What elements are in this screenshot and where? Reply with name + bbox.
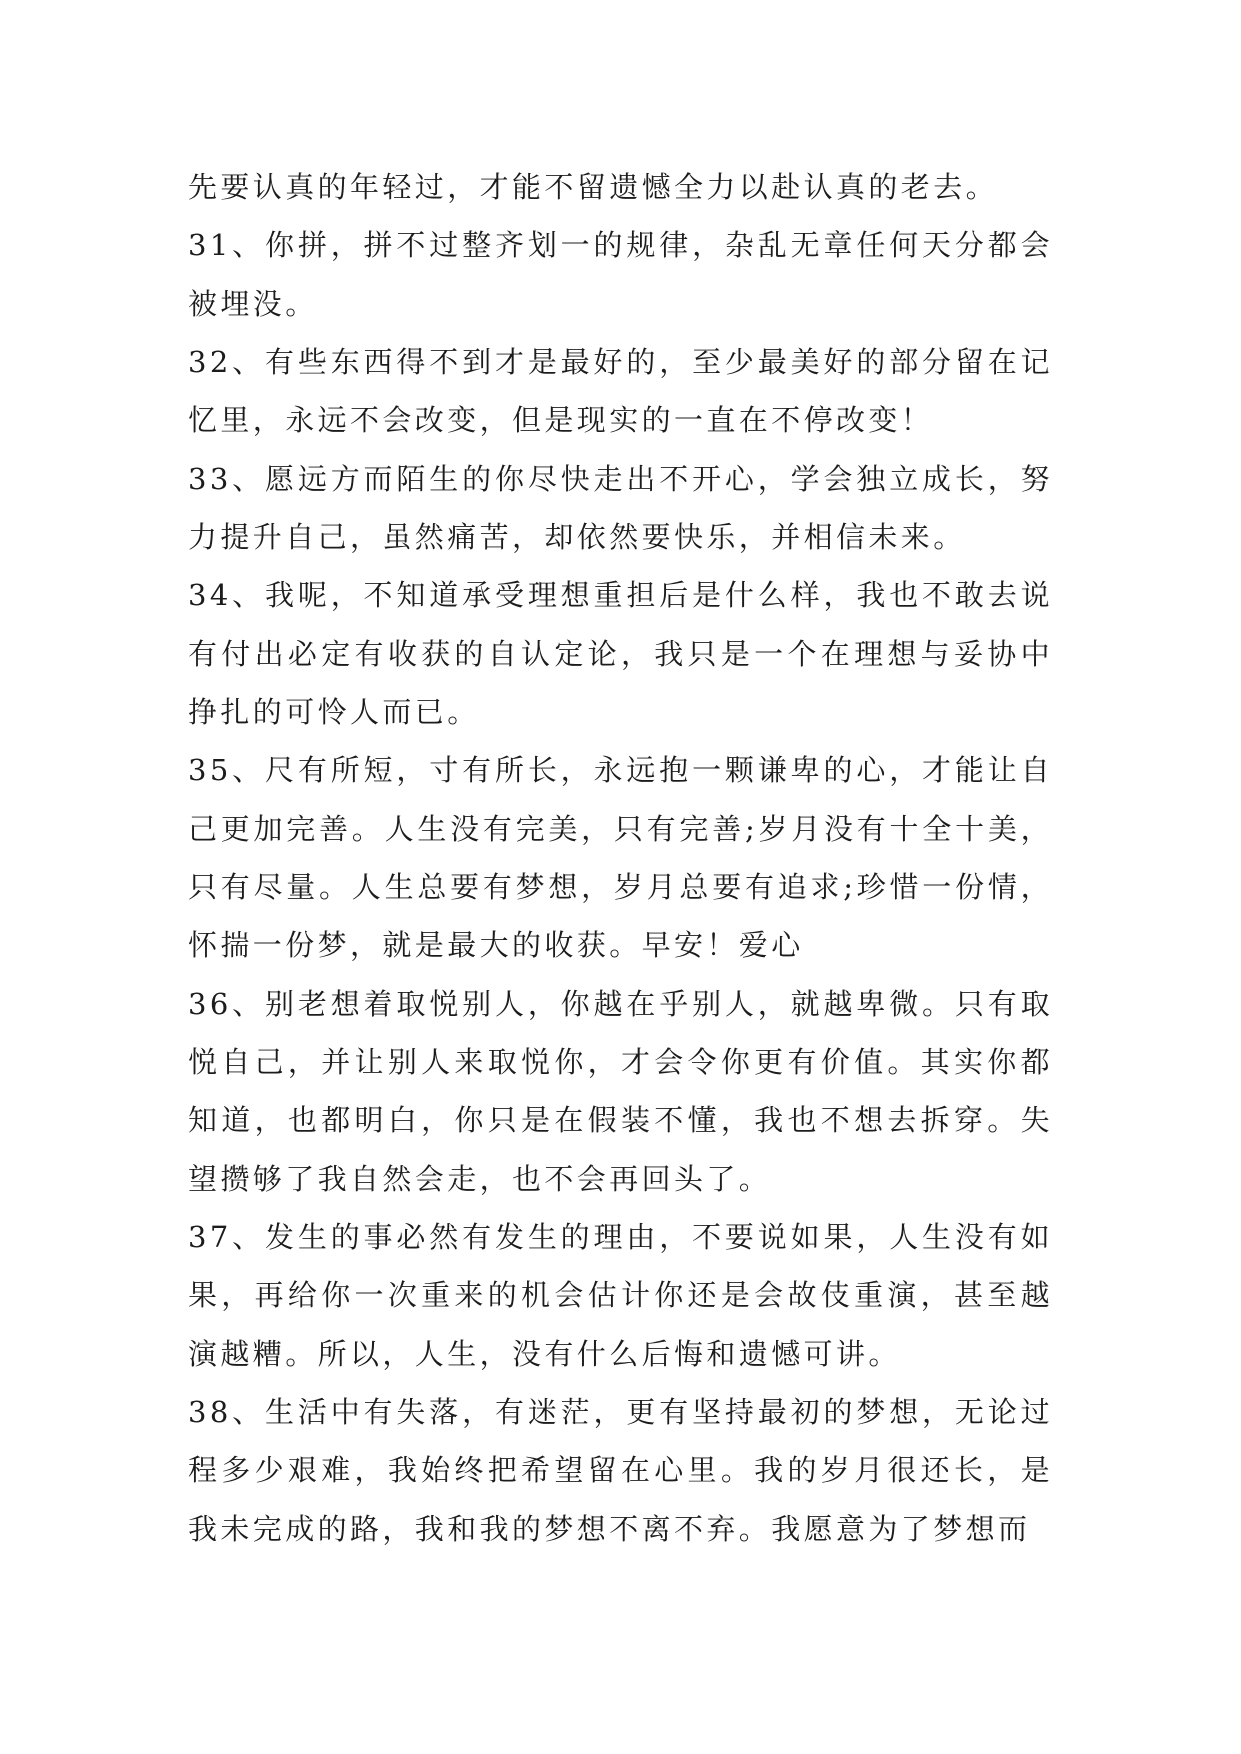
paragraph-31 xyxy=(188,216,1053,333)
text-line: 怀揣一份梦，就是最大的收获。早安！爱心 xyxy=(188,928,804,963)
text-line: 悦自己，并让别人来取悦你，才会令你更有价值。其实你都 xyxy=(188,1044,1053,1079)
text-line: 32、有些东西得不到才是最好的，至少最美好的部分留在记 xyxy=(188,344,1053,379)
text-line: 先要认真的年轻过，才能不留遗憾全力以赴认真的老去。 xyxy=(188,170,999,204)
text-line: 挣扎的可怜人而已。 xyxy=(188,694,480,729)
text-line: 34、我呢，不知道承受理想重担后是什么样，我也不敢去说 xyxy=(188,578,1053,613)
document-body xyxy=(188,158,1053,1558)
paragraph-continuation xyxy=(188,158,1053,216)
text-line: 知道，也都明白，你只是在假装不懂，我也不想去拆穿。失 xyxy=(188,1103,1053,1138)
text-line: 己更加完善。人生没有完美，只有完善;岁月没有十全十美， xyxy=(188,811,1053,846)
text-line: 33、愿远方而陌生的你尽快走出不开心，学会独立成长，努 xyxy=(188,461,1053,496)
text-line: 31、你拼，拼不过整齐划一的规律，杂乱无章任何天分都会 xyxy=(188,228,1053,263)
text-line: 力提升自己，虽然痛苦，却依然要快乐，并相信未来。 xyxy=(188,519,966,554)
text-line: 有付出必定有收获的自认定论，我只是一个在理想与妥协中 xyxy=(188,636,1053,671)
paragraph-38 xyxy=(188,1383,1053,1558)
text-line: 演越糟。所以，人生，没有什么后悔和遗憾可讲。 xyxy=(188,1336,901,1371)
text-line: 37、发生的事必然有发生的理由，不要说如果，人生没有如 xyxy=(188,1219,1053,1254)
text-line: 望攒够了我自然会走，也不会再回头了。 xyxy=(188,1161,772,1196)
paragraph-37 xyxy=(188,1208,1053,1383)
text-line: 只有尽量。人生总要有梦想，岁月总要有追求;珍惜一份情， xyxy=(188,869,1053,904)
text-line: 35、尺有所短，寸有所长，永远抱一颗谦卑的心，才能让自 xyxy=(188,753,1053,788)
paragraph-32 xyxy=(188,333,1053,450)
text-line: 果，再给你一次重来的机会估计你还是会故伎重演，甚至越 xyxy=(188,1278,1053,1313)
paragraph-36 xyxy=(188,975,1053,1208)
text-line: 被埋没。 xyxy=(188,286,318,321)
text-line: 程多少艰难，我始终把希望留在心里。我的岁月很还长，是 xyxy=(188,1453,1053,1488)
text-line: 忆里，永远不会改变，但是现实的一直在不停改变！ xyxy=(188,403,934,438)
text-line: 36、别老想着取悦别人，你越在乎别人，就越卑微。只有取 xyxy=(188,986,1053,1021)
paragraph-33 xyxy=(188,450,1053,567)
text-line: 我未完成的路，我和我的梦想不离不弃。我愿意为了梦想而 xyxy=(188,1511,1031,1546)
paragraph-34 xyxy=(188,566,1053,741)
paragraph-35 xyxy=(188,741,1053,974)
text-line: 38、生活中有失落，有迷茫，更有坚持最初的梦想，无论过 xyxy=(188,1394,1053,1429)
